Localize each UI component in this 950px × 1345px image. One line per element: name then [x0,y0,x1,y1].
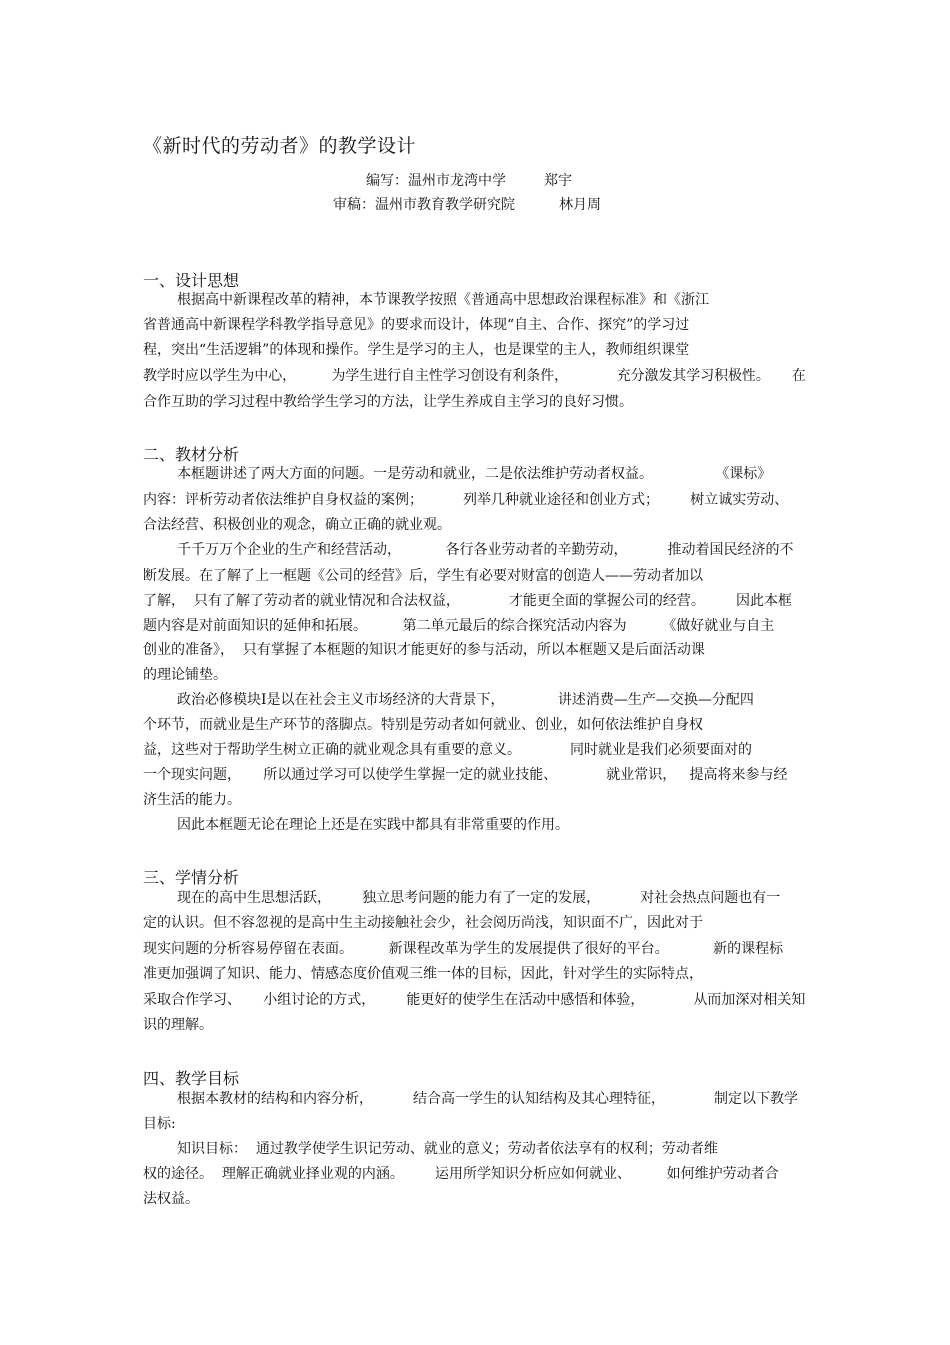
paragraph-line: 程，突出“生活逻辑”的体现和操作。学生是学习的主人，也是课堂的主人，教师组织课堂 [143,342,690,358]
paragraph-line: 法权益。 [143,1191,199,1207]
paragraph-line: 了解， 只有了解了劳动者的就业情况和合法权益， 才能更全面的掌握公司的经营。 因此本框 [143,593,793,609]
reviewer-line [333,194,601,214]
paragraph-line: 目标: [143,1116,176,1132]
paragraph-line: 政治必修模块Ⅰ是以在社会主义市场经济的大背景下， 讲述消费—生产—交换—分配四 [177,692,754,708]
paragraph-line: 一个现实问题， 所以通过学习可以使学生掌握一定的就业技能、 就业常识， 提高将来参与经 [143,767,788,783]
paragraph-line: 教学时应以学生为中心， 为学生进行自主性学习创设有利条件， 充分激发其学习积极性。 在 [143,368,806,384]
paragraph-line: 现在的高中生思想活跃， 独立思考问题的能力有了一定的发展， 对社会热点问题也有一 [177,890,781,906]
paragraph-line: 权的途径。 理解正确就业择业观的内涵。 运用所学知识分析应如何就业、 如何维护劳动者合 [143,1166,779,1182]
paragraph-line: 省普通高中新课程学科教学指导意见》的要求而设计，体现“自主、合作、探究”的学习过 [143,317,690,333]
paragraph-line: 定的认识。但不容忽视的是高中生主动接触社会少，社会阅历尚浅，知识面不广，因此对于 [143,915,703,931]
paragraph-line: 的理论铺垫。 [143,667,227,683]
reviewer-role: 审稿：温州市教育教学研究院 [333,197,515,213]
section-heading: 二、教材分析 [143,445,240,464]
paragraph-line: 内容：评析劳动者依法维护自身权益的案例； 列举几种就业途径和创业方式； 树立诚实劳动、 [143,492,789,508]
paragraph-line: 断发展。在了解了上一框题《公司的经营》后，学生有必要对财富的创造人——劳动者加以 [143,568,703,584]
paragraph-line: 采取合作学习、 小组讨论的方式， 能更好的使学生在活动中感悟和体验， 从而加深对相关知 [143,992,806,1008]
author-role: 编写：温州市龙湾中学 [366,173,506,189]
reviewer-name: 林月周 [559,197,601,213]
paragraph-line: 题内容是对前面知识的延伸和拓展。 第二单元最后的综合探究活动内容为 《做好就业与自主 [143,618,775,634]
section-heading: 三、学情分析 [143,868,240,887]
paragraph-line: 知识目标： 通过教学使学生识记劳动、就业的意义；劳动者依法享有的权利；劳动者维 [177,1141,718,1157]
paragraph-line: 因此本框题无论在理论上还是在实践中都具有非常重要的作用。 [177,817,569,833]
paragraph-line: 识的理解。 [143,1017,213,1033]
page-title: 《新时代的劳动者》的教学设计 [143,135,417,157]
paragraph-line: 根据本教材的结构和内容分析， 结合高一学生的认知结构及其心理特征， 制定以下教学 [177,1091,799,1107]
paragraph-line: 益，这些对于帮助学生树立正确的就业观念具有重要的意义。 同时就业是我们必须要面对的 [143,742,752,758]
paragraph-line: 创业的准备》， 只有掌握了本框题的知识才能更好的参与活动，所以本框题又是后面活动课 [143,642,705,658]
paragraph-line: 千千万万个企业的生产和经营活动， 各行各业劳动者的辛勤劳动， 推动着国民经济的不 [177,542,794,558]
paragraph-line: 准更加强调了知识、能力、情感态度价值观三维一体的目标，因此，针对学生的实际特点， [143,966,703,982]
section-heading: 一、设计思想 [143,271,240,290]
paragraph-line: 现实问题的分析容易停留在表面。 新课程改革为学生的发展提供了很好的平台。 新的课程标 [143,941,784,957]
section-heading: 四、教学目标 [143,1069,240,1088]
author-line [366,170,572,190]
paragraph-line: 个环节，而就业是生产环节的落脚点。特别是劳动者如何就业、创业，如何依法维护自身权 [143,717,703,733]
author-name: 郑宇 [544,173,572,189]
paragraph-line: 济生活的能力。 [143,792,241,808]
paragraph-line: 合作互助的学习过程中教给学生学习的方法，让学生养成自主学习的良好习惯。 [143,394,633,410]
paragraph-line: 合法经营、积极创业的观念，确立正确的就业观。 [143,517,451,533]
paragraph-line: 本框题讲述了两大方面的问题。一是劳动和就业，二是依法维护劳动者权益。 《课标》 [177,466,772,482]
paragraph-line: 根据高中新课程改革的精神，本节课教学按照《普通高中思想政治课程标准》和《浙江 [177,292,709,308]
